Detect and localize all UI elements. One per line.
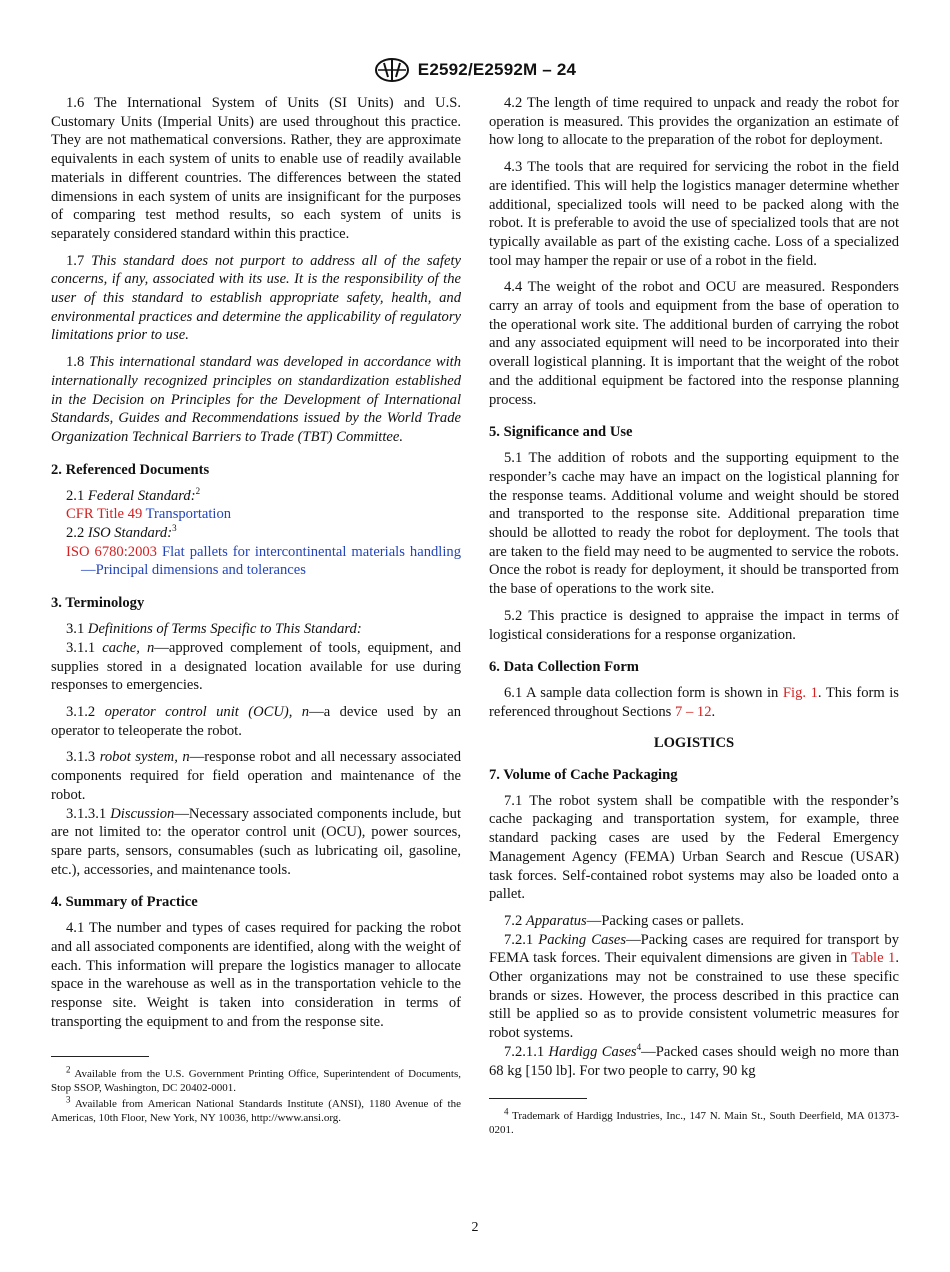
standard-designation: E2592/E2592M – 24 bbox=[417, 60, 577, 79]
page-header bbox=[0, 56, 950, 84]
term-3-1-3-1: 3.1.3.1 Discussion—Necessary associated components include, but are not limited to: the operator control unit (OCU), power sources, spare parts, sensors, consumables (such as lubricating oil, gasoline, etc.), accessories, and maintenance tools. bbox=[51, 805, 461, 878]
term-3-1-1: 3.1.1 cache, n—approved complement of tools, equipment, and supplies stored in a designated location available for use during responses to emergencies. bbox=[51, 639, 461, 694]
heading-terminology: 3. Terminology bbox=[51, 595, 145, 612]
right-column bbox=[489, 94, 899, 1139]
heading-significance-and-use: 5. Significance and Use bbox=[489, 424, 633, 441]
ref-cfr[interactable]: CFR Title 49 Transportation bbox=[66, 506, 232, 523]
heading-data-collection-form: 6. Data Collection Form bbox=[489, 659, 639, 676]
heading-referenced-documents: 2. Referenced Documents bbox=[51, 461, 210, 478]
ref-2-1: 2.1 Federal Standard:$^2$ bbox=[66, 485, 201, 504]
section-7-2-1: 7.2.1 Packing Cases—Packing cases are required for transport by FEMA task forces. Their equivalent dimensions are given in Table 1. Other organizations may not be constrained to use these specific brands or sizes. However, the process described in this practice can still be applied so as to provide consistent volumetric measures for robot systems. bbox=[489, 931, 899, 1042]
fig-1-link[interactable]: Fig. 1 bbox=[782, 685, 818, 702]
section-7-1: 7.1 The robot system shall be compatible with the responder’s cache packaging and transportation system, for example, three standard packing cases are used by the Federal Emergency Management Agency (FEMA) Urban Search and Rescue (USAR) task forces. Self-contained robot systems may also be loaded onto a pallet. bbox=[489, 792, 899, 903]
footnote-rule bbox=[489, 1098, 587, 1099]
section-5-1: 5.1 The addition of robots and the supporting equipment to the responder’s cache may have an impact on the logistical planning for the response teams. Additional volume and weight should be stored and transported to the response site. Additional preparation time should be allotted to ready the robot for deployment. The tools that are taken to the field may need to be augmented to service the robots. Once the robot is ready for deployment, it should be transported from the base of operations to the work site. bbox=[489, 450, 899, 598]
ref-2-2: 2.2 ISO Standard:$^3$ bbox=[66, 523, 177, 542]
section-5-2: 5.2 This practice is designed to appraise the impact in terms of logistical considerations for a response organization. bbox=[489, 607, 899, 643]
sections-link[interactable]: 7 – 12 bbox=[675, 703, 712, 720]
footnote-2: $^2$ Available from the U.S. Government Printing Office, Superintendent of Documents, Stop SSOP, Washington, DC 20402-0001. bbox=[51, 1063, 461, 1094]
section-1-8: 1.8 This international standard was developed in accordance with internationally recognized principles on standardization established in the Decision on Principles for the Development of International Standards, Guides and Recommendations issued by the World Trade Organization Technical Barriers to Trade (TBT) Committee. bbox=[51, 354, 462, 445]
footnote-4: $^4$ Trademark of Hardigg Industries, Inc., 147 N. Main St., South Deerfield, MA 01373-0201. bbox=[489, 1106, 899, 1137]
section-4-1: 4.1 The number and types of cases required for packing the robot and all associated components are identified, along with the weight of each. This information will prepare the logistics manager to allocate space in the warehouse as well as in the transportation vehicle to the response site. Weight is taken into consideration in terms of transporting the equipment to and from the response site. bbox=[51, 920, 461, 1030]
astm-logo-icon bbox=[374, 57, 410, 83]
section-7-2: 7.2 Apparatus—Packing cases or pallets. bbox=[504, 912, 744, 929]
section-7-2-1-1: 7.2.1.1 Hardigg Cases$^4$—Packed cases should weigh no more than 68 kg [150 lb]. For two people to carry, 90 kg bbox=[489, 1041, 899, 1079]
section-1-7: 1.7 This standard does not purport to address all of the safety concerns, if any, associated with its use. It is the responsibility of the user of this standard to establish appropriate safety, health, and environmental practices and determine the applicability of regulatory limitations prior to use. bbox=[51, 252, 461, 344]
table-1-link[interactable]: Table 1 bbox=[851, 950, 896, 967]
heading-volume-of-cache-packaging: 7. Volume of Cache Packaging bbox=[489, 766, 678, 783]
footnote-3: $^3$ Available from American National Standards Institute (ANSI), 1180 Avenue of the Americas, 10th Floor, New York, NY 10036, http://www.ansi.org. bbox=[51, 1093, 461, 1124]
section-4-4: 4.4 The weight of the robot and OCU are measured. Responders carry an array of tools and equipment from the base of operation to the operational work site. The additional burden of carrying the robot and any associated equipment will need to be incorporated into their overall logistical planning. It is important that the weight of the robot and the additional equipment be factored into the response planning process. bbox=[489, 279, 899, 408]
heading-summary-of-practice: 4. Summary of Practice bbox=[51, 894, 198, 911]
page-number: 2 bbox=[471, 1220, 479, 1235]
term-3-1-3: 3.1.3 robot system, n—response robot and all necessary associated components required for field operation and maintenance of the robot. bbox=[51, 749, 461, 803]
footnote-rule bbox=[51, 1056, 149, 1057]
section-1-6: 1.6 The International System of Units (SI Units) and U.S. Customary Units (Imperial Units) are used throughout this practice. They are not mathematical conversions. Rather, they are approximate equivalents in each system of units to enable use of readily available materials in different countries. The differences between the stated dimensions in each system of units are insignificant for the purposes of comparing test method results, so each system of units is separately considered standard within this practice. bbox=[51, 95, 461, 242]
section-4-3: 4.3 The tools that are required for servicing the robot in the field are identified. This will help the logistics manager determine whether additional, specialized tools will need to be packed along with the robot. It is preferable to avoid the use of specialized tools that are not typically available as part of the existing cache. Loss of a specialized tool may hamper the repair or use of a robot in the field. bbox=[489, 159, 899, 269]
ref-iso[interactable]: ISO 6780:2003 Flat pallets for intercontinental materials handling—Principal dimensions and tolerances bbox=[66, 543, 461, 579]
term-3-1: 3.1 Definitions of Terms Specific to This Standard: bbox=[66, 621, 362, 638]
section-6-1: 6.1 A sample data collection form is shown in Fig. 1. This form is referenced throughout Sections 7 – 12. bbox=[489, 685, 899, 720]
left-column bbox=[51, 94, 461, 1127]
section-4-2: 4.2 The length of time required to unpack and ready the robot for operation is measured. This provides the organization an estimate of how long to allocate to the preparation of the robot for deployment. bbox=[489, 95, 899, 149]
term-3-1-2: 3.1.2 operator control unit (OCU), n—a device used by an operator to teleoperate the robot. bbox=[51, 703, 461, 739]
heading-logistics: LOGISTICS bbox=[653, 734, 735, 751]
